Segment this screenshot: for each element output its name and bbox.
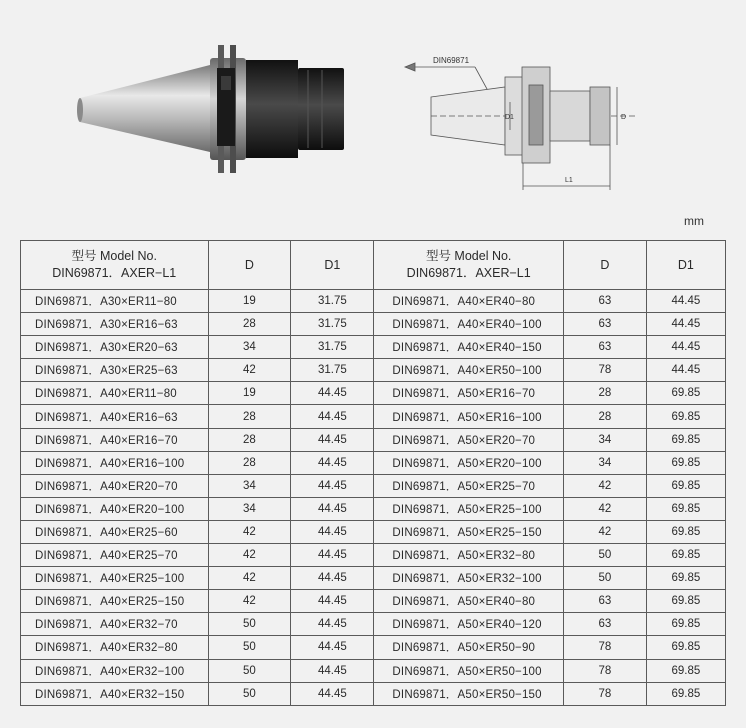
header-d1-right: D1 [646,241,725,290]
table-row [21,682,726,705]
d1-cell-right: 69.85 [646,405,725,428]
d1-cell-right: 69.85 [646,636,725,659]
d-cell-right: 42 [563,474,646,497]
d1-cell-left: 31.75 [291,290,374,313]
spec-table [20,240,726,706]
d-cell-left: 42 [208,567,291,590]
table-row [21,359,726,382]
model-cell-left: DIN69871．A40×ER20−70 [21,474,209,497]
model-cell-left: DIN69871．A40×ER11−80 [21,382,209,405]
d-cell-left: 42 [208,590,291,613]
d-cell-left: 28 [208,451,291,474]
header-d-right: D [563,241,646,290]
model-cell-left: DIN69871．A40×ER25−70 [21,544,209,567]
model-cell-right: DIN69871．A50×ER50−150 [374,682,564,705]
d1-cell-right: 44.45 [646,359,725,382]
header-model-right-line1: 型号 Model No. [425,249,512,263]
model-cell-right: DIN69871．A50×ER32−100 [374,567,564,590]
d1-cell-left: 44.45 [291,451,374,474]
d-cell-left: 42 [208,520,291,543]
d1-cell-right: 44.45 [646,313,725,336]
model-cell-left: DIN69871．A40×ER25−100 [21,567,209,590]
d-cell-right: 50 [563,544,646,567]
d-cell-right: 63 [563,590,646,613]
drawing-l1-label: L1 [565,177,573,184]
drawing-d-label: D [621,114,627,121]
d-cell-left: 42 [208,359,291,382]
d-cell-right: 34 [563,451,646,474]
d1-cell-right: 69.85 [646,520,725,543]
model-cell-right: DIN69871．A50×ER25−70 [374,474,564,497]
d1-cell-left: 44.45 [291,428,374,451]
d1-cell-right: 69.85 [646,590,725,613]
model-cell-right: DIN69871．A50×ER25−100 [374,497,564,520]
d-cell-right: 28 [563,382,646,405]
tool-holder-photo [70,40,360,180]
d1-cell-left: 44.45 [291,682,374,705]
model-cell-left: DIN69871．A40×ER32−70 [21,613,209,636]
header-row [21,241,726,290]
d-cell-left: 50 [208,613,291,636]
model-cell-right: DIN69871．A40×ER40−150 [374,336,564,359]
table-row [21,336,726,359]
d1-cell-left: 31.75 [291,313,374,336]
d-cell-right: 28 [563,405,646,428]
table-row [21,290,726,313]
d-cell-right: 63 [563,290,646,313]
model-cell-right: DIN69871．A40×ER50−100 [374,359,564,382]
d1-cell-left: 44.45 [291,382,374,405]
table-row [21,405,726,428]
d1-cell-left: 44.45 [291,613,374,636]
d1-cell-left: 31.75 [291,336,374,359]
table-row [21,474,726,497]
d1-cell-right: 69.85 [646,567,725,590]
model-cell-right: DIN69871．A40×ER40−100 [374,313,564,336]
table-row [21,567,726,590]
header-model-right [374,241,564,290]
table-row [21,382,726,405]
model-cell-left: DIN69871．A30×ER20−63 [21,336,209,359]
header-model-left-line2: DIN69871．AXER−L1 [52,266,177,280]
d-cell-right: 78 [563,682,646,705]
d1-cell-right: 69.85 [646,613,725,636]
d-cell-right: 63 [563,613,646,636]
table-row [21,544,726,567]
d1-cell-right: 69.85 [646,382,725,405]
d-cell-right: 50 [563,567,646,590]
header-model-left [21,241,209,290]
model-cell-left: DIN69871．A40×ER16−63 [21,405,209,428]
d1-cell-left: 44.45 [291,590,374,613]
model-cell-right: DIN69871．A50×ER32−80 [374,544,564,567]
d-cell-left: 42 [208,544,291,567]
d-cell-left: 19 [208,382,291,405]
table-row [21,590,726,613]
d1-cell-left: 44.45 [291,636,374,659]
d1-cell-right: 69.85 [646,497,725,520]
model-cell-left: DIN69871．A30×ER25−63 [21,359,209,382]
d-cell-right: 63 [563,313,646,336]
model-cell-right: DIN69871．A50×ER50−100 [374,659,564,682]
d1-cell-right: 69.85 [646,428,725,451]
table-row [21,659,726,682]
spec-table-body [21,290,726,706]
table-row [21,428,726,451]
d-cell-right: 34 [563,428,646,451]
header-d-left: D [208,241,291,290]
model-cell-right: DIN69871．A50×ER50−90 [374,636,564,659]
unit-label: mm [684,214,704,228]
d-cell-right: 63 [563,336,646,359]
d1-cell-left: 44.45 [291,659,374,682]
d-cell-left: 28 [208,428,291,451]
d-cell-right: 42 [563,520,646,543]
model-cell-right: DIN69871．A50×ER20−70 [374,428,564,451]
model-cell-right: DIN69871．A50×ER40−120 [374,613,564,636]
model-cell-left: DIN69871．A40×ER32−150 [21,682,209,705]
d-cell-right: 78 [563,659,646,682]
model-cell-right: DIN69871．A50×ER16−100 [374,405,564,428]
model-cell-left: DIN69871．A30×ER16−63 [21,313,209,336]
d1-cell-left: 44.45 [291,405,374,428]
model-cell-left: DIN69871．A40×ER25−150 [21,590,209,613]
d1-cell-right: 69.85 [646,474,725,497]
drawing-standard-label: DIN69871 [433,56,470,65]
table-row [21,636,726,659]
table-row [21,451,726,474]
d-cell-left: 50 [208,682,291,705]
model-cell-left: DIN69871．A40×ER16−70 [21,428,209,451]
model-cell-left: DIN69871．A30×ER11−80 [21,290,209,313]
d-cell-left: 28 [208,405,291,428]
model-cell-right: DIN69871．A50×ER25−150 [374,520,564,543]
model-cell-right: DIN69871．A50×ER40−80 [374,590,564,613]
d1-cell-right: 69.85 [646,544,725,567]
d-cell-right: 78 [563,359,646,382]
d-cell-left: 50 [208,636,291,659]
d1-cell-left: 31.75 [291,359,374,382]
model-cell-right: DIN69871．A40×ER40−80 [374,290,564,313]
header-model-right-line2: DIN69871．AXER−L1 [406,266,531,280]
d1-cell-left: 44.45 [291,544,374,567]
d-cell-left: 34 [208,497,291,520]
model-cell-left: DIN69871．A40×ER32−100 [21,659,209,682]
drawing-d1-label: D1 [505,114,514,121]
d-cell-right: 42 [563,497,646,520]
d1-cell-left: 44.45 [291,497,374,520]
table-row [21,520,726,543]
header-model-left-line1: 型号 Model No. [71,249,157,263]
d1-cell-right: 69.85 [646,682,725,705]
d-cell-left: 34 [208,336,291,359]
d1-cell-left: 44.45 [291,567,374,590]
model-cell-right: DIN69871．A50×ER20−100 [374,451,564,474]
technical-drawing [395,45,655,195]
d-cell-left: 28 [208,313,291,336]
d-cell-right: 78 [563,636,646,659]
d-cell-left: 34 [208,474,291,497]
d-cell-left: 50 [208,659,291,682]
model-cell-left: DIN69871．A40×ER32−80 [21,636,209,659]
d1-cell-left: 44.45 [291,474,374,497]
d1-cell-right: 69.85 [646,659,725,682]
d1-cell-right: 44.45 [646,290,725,313]
header-d1-left: D1 [291,241,374,290]
d1-cell-right: 44.45 [646,336,725,359]
model-cell-left: DIN69871．A40×ER25−60 [21,520,209,543]
table-row [21,613,726,636]
model-cell-left: DIN69871．A40×ER20−100 [21,497,209,520]
d1-cell-right: 69.85 [646,451,725,474]
d1-cell-left: 44.45 [291,520,374,543]
table-row [21,313,726,336]
model-cell-left: DIN69871．A40×ER16−100 [21,451,209,474]
model-cell-right: DIN69871．A50×ER16−70 [374,382,564,405]
d-cell-left: 19 [208,290,291,313]
table-row [21,497,726,520]
